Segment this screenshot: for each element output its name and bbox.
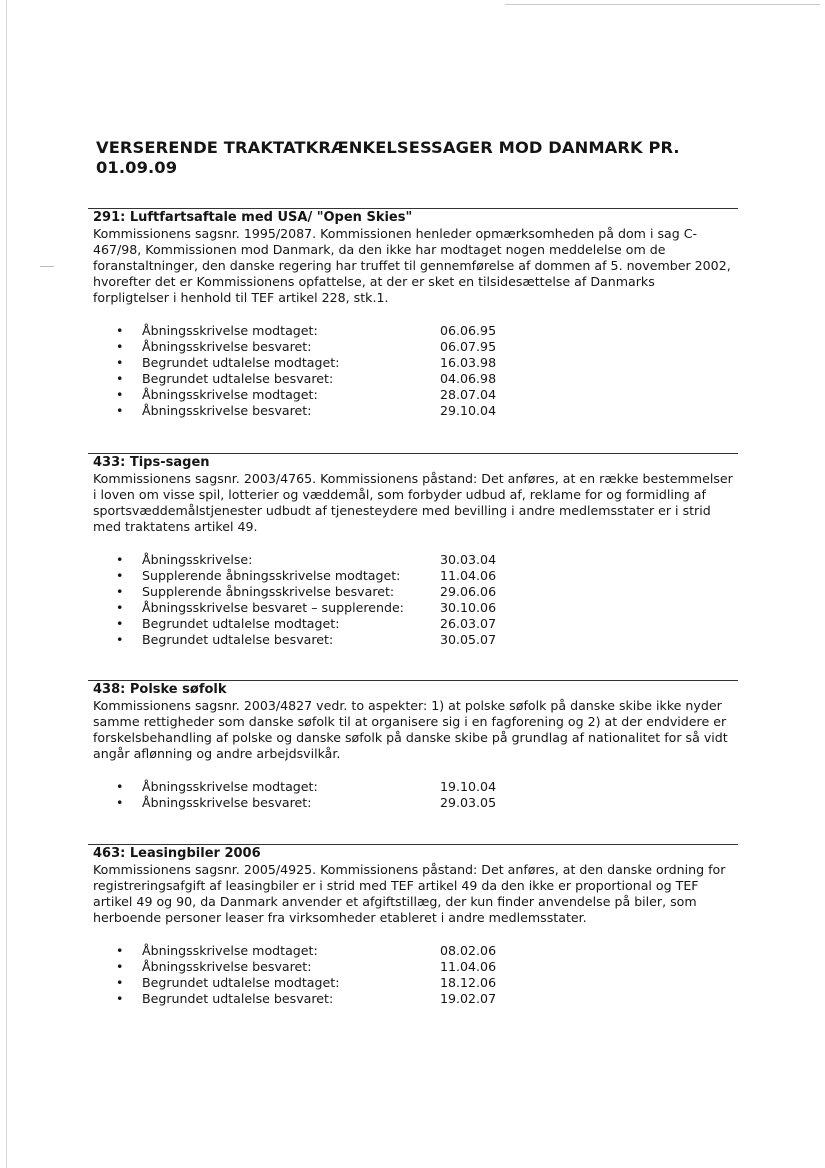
- milestone-date: 11.04.06: [440, 568, 497, 583]
- milestone-label: Åbningsskrivelse modtaget:: [142, 387, 318, 402]
- bullet-icon: •: [116, 975, 124, 990]
- milestone-date: 30.05.07: [440, 632, 497, 647]
- case-title: 463: Leasingbiler 2006: [93, 846, 261, 861]
- case-433: [88, 453, 738, 648]
- case-title: 438: Polske søfolk: [93, 682, 227, 697]
- case-title: 433: Tips-sagen: [93, 455, 210, 470]
- milestone-item: [116, 600, 738, 616]
- bullet-icon: •: [116, 552, 124, 567]
- milestone-item: [116, 371, 738, 387]
- milestone-list: [116, 779, 738, 811]
- milestone-label: Åbningsskrivelse:: [142, 552, 253, 567]
- milestone-date: 29.06.06: [440, 584, 497, 599]
- bullet-icon: •: [116, 616, 124, 631]
- milestone-label: Åbningsskrivelse besvaret:: [142, 795, 312, 810]
- bullet-icon: •: [116, 371, 124, 386]
- bullet-icon: •: [116, 584, 124, 599]
- milestone-label: Åbningsskrivelse modtaget:: [142, 779, 318, 794]
- milestone-list: [116, 323, 738, 419]
- case-divider: [88, 680, 738, 681]
- document-title: VERSERENDE TRAKTATKRÆNKELSESSAGER MOD DANMARK PR. 01.09.09: [96, 138, 680, 177]
- milestone-item: [116, 991, 738, 1007]
- milestone-label: Åbningsskrivelse besvaret:: [142, 339, 312, 354]
- case-divider: [88, 208, 738, 209]
- scan-edge-top: [505, 4, 820, 5]
- milestone-date: 19.10.04: [440, 779, 497, 794]
- milestone-label: Åbningsskrivelse besvaret:: [142, 403, 312, 418]
- milestone-date: 18.12.06: [440, 975, 497, 990]
- milestone-item: [116, 795, 738, 811]
- bullet-icon: •: [116, 943, 124, 958]
- milestone-date: 30.10.06: [440, 600, 497, 615]
- milestone-item: [116, 584, 738, 600]
- milestone-date: 19.02.07: [440, 991, 497, 1006]
- case-291: [88, 208, 738, 419]
- bullet-icon: •: [116, 795, 124, 810]
- bullet-icon: •: [116, 355, 124, 370]
- milestone-item: [116, 959, 738, 975]
- milestone-label: Begrundet udtalelse modtaget:: [142, 355, 340, 370]
- milestone-label: Begrundet udtalelse besvaret:: [142, 632, 334, 647]
- case-description: Kommissionens sagsnr. 1995/2087. Kommissionen henleder opmærksomheden på dom i sag C-467/98, Kommissionen mod Danmark, da den ikke har modtaget nogen meddelelse om de foranstaltninger, den danske regering har truffet til gennemførelse af dommen af 5. november 2002, hvorefter det er Kommissionens opfattelse, at der er sket en tilsidesættelse af Danmarks forpligtelser i henhold til TEF artikel 228, stk.1.: [93, 226, 731, 305]
- bullet-icon: •: [116, 632, 124, 647]
- milestone-label: Begrundet udtalelse modtaget:: [142, 616, 340, 631]
- case-title: 291: Luftfartsaftale med USA/ "Open Skies": [93, 210, 413, 225]
- milestone-item: [116, 403, 738, 419]
- milestone-date: 29.10.04: [440, 403, 497, 418]
- milestone-label: Åbningsskrivelse modtaget:: [142, 943, 318, 958]
- milestone-item: [116, 943, 738, 959]
- case-description: Kommissionens sagsnr. 2005/4925. Kommissionens påstand: Det anføres, at den danske ordning for registreringsafgift af leasingbiler er i strid med TEF artikel 49 da den ikke er proportional og TEF artikel 49 og 90, da Danmark anvender et afgiftstillæg, der kun finder anvendelse på biler, som herboende personer leaser fra virksomheder etableret i andre medlemsstater.: [93, 862, 726, 925]
- milestone-label: Åbningsskrivelse modtaget:: [142, 323, 318, 338]
- bullet-icon: •: [116, 568, 124, 583]
- case-463: [88, 844, 738, 1007]
- milestone-date: 30.03.04: [440, 552, 497, 567]
- milestone-item: [116, 323, 738, 339]
- case-divider: [88, 844, 738, 845]
- bullet-icon: •: [116, 779, 124, 794]
- milestone-label: Supplerende åbningsskrivelse besvaret:: [142, 584, 395, 599]
- milestone-label: Supplerende åbningsskrivelse modtaget:: [142, 568, 401, 583]
- bullet-icon: •: [116, 339, 124, 354]
- bullet-icon: •: [116, 600, 124, 615]
- milestone-item: [116, 552, 738, 568]
- case-description: Kommissionens sagsnr. 2003/4765. Kommissionens påstand: Det anføres, at en række bestemmelser i loven om visse spil, lotterier og væddemål, som forbyder udbud af, reklame for og formidling af sportsvæddemålstjenester udbudt af tjenesteydere med bevilling i andre medlemsstater er i strid med traktatens artikel 49.: [93, 471, 733, 534]
- milestone-date: 16.03.98: [440, 355, 497, 370]
- milestone-item: [116, 975, 738, 991]
- milestone-list: [116, 552, 738, 648]
- milestone-item: [116, 632, 738, 648]
- milestone-date: 04.06.98: [440, 371, 497, 386]
- milestone-label: Åbningsskrivelse besvaret – supplerende:: [142, 600, 404, 615]
- milestone-label: Begrundet udtalelse besvaret:: [142, 371, 334, 386]
- milestone-item: [116, 339, 738, 355]
- case-description: Kommissionens sagsnr. 2003/4827 vedr. to aspekter: 1) at polske søfolk på danske skibe ikke nyder samme rettigheder som danske søfolk til at organisere sig i en fagforening og 2) at der endvidere er forskelsbehandling af polske og danske søfolk på danske skibe på grundlag af nationalitet for så vidt angår aflønning og andre arbejdsvilkår.: [93, 698, 728, 761]
- bullet-icon: •: [116, 403, 124, 418]
- case-divider: [88, 453, 738, 454]
- milestone-date: 29.03.05: [440, 795, 497, 810]
- bullet-icon: •: [116, 959, 124, 974]
- milestone-item: [116, 387, 738, 403]
- milestone-date: 06.07.95: [440, 339, 497, 354]
- milestone-date: 28.07.04: [440, 387, 497, 402]
- milestone-date: 06.06.95: [440, 323, 497, 338]
- scan-mark: [40, 266, 54, 267]
- milestone-date: 11.04.06: [440, 959, 497, 974]
- milestone-date: 26.03.07: [440, 616, 497, 631]
- milestone-label: Åbningsskrivelse besvaret:: [142, 959, 312, 974]
- milestone-item: [116, 568, 738, 584]
- milestone-item: [116, 779, 738, 795]
- milestone-label: Begrundet udtalelse besvaret:: [142, 991, 334, 1006]
- milestone-date: 08.02.06: [440, 943, 497, 958]
- milestone-label: Begrundet udtalelse modtaget:: [142, 975, 340, 990]
- bullet-icon: •: [116, 323, 124, 338]
- milestone-item: [116, 355, 738, 371]
- case-438: [88, 680, 738, 811]
- scan-edge-left: [6, 0, 7, 1168]
- milestone-list: [116, 943, 738, 1007]
- bullet-icon: •: [116, 991, 124, 1006]
- bullet-icon: •: [116, 387, 124, 402]
- milestone-item: [116, 616, 738, 632]
